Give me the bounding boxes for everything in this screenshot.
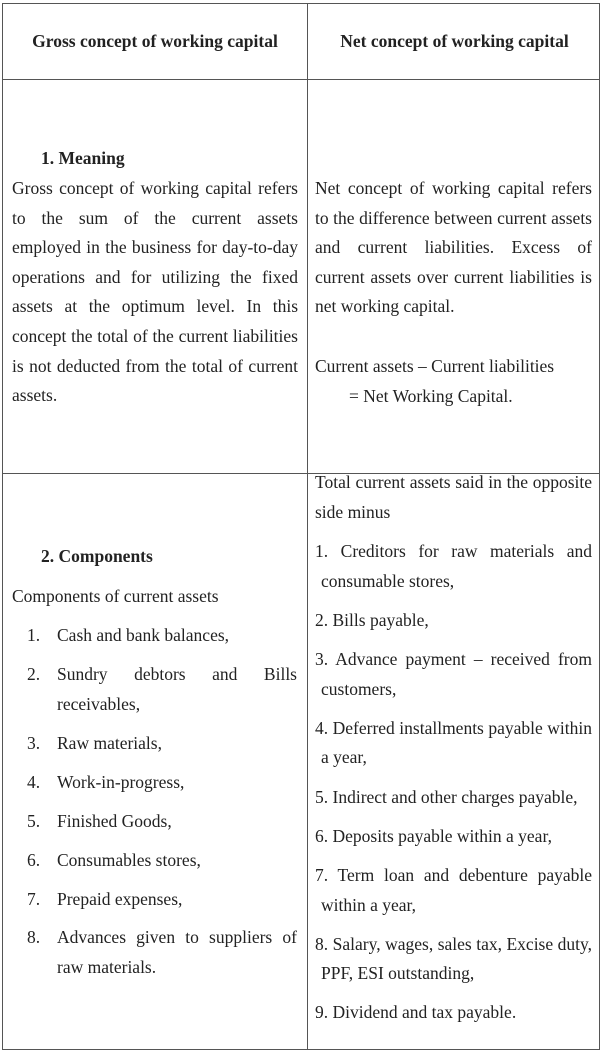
header-gross-concept: Gross concept of working capital <box>32 31 278 51</box>
list-item: 2. Bills payable, <box>315 609 429 630</box>
list-item: 3. Raw materials, <box>27 732 162 753</box>
list-item: 9. Dividend and tax payable. <box>315 1002 517 1023</box>
list-item: 4. Deferred installments payable within a year, <box>315 717 592 768</box>
list-item: 1. Creditors for raw materials and consumable stores, <box>315 541 592 591</box>
list-item: 3. Advance payment – received from customers, <box>315 648 592 699</box>
list-item: 5. Finished Goods, <box>27 810 172 831</box>
meaning-formula-line1: Current assets – Current liabilities <box>315 356 555 376</box>
list-item: 4. Work-in-progress, <box>27 771 185 792</box>
list-item: 8. Salary, wages, sales tax, Excise duty, PPF, ESI outstanding, <box>315 933 592 984</box>
meaning-formula-line2: = Net Working Capital. <box>349 386 513 406</box>
list-item: 8. Advances given to suppliers of raw materials. <box>27 927 297 978</box>
comparison-table <box>2 3 600 1050</box>
components-net-intro: Total current assets said in the opposite side minus <box>315 472 592 522</box>
meaning-gross-text: Gross concept of working capital refers to the sum of the current assets employed in the business for day-to-day operations and for utilizing the fixed assets at the optimum level. In this concept the total of the current liabilities is not deducted from the total of current assets. <box>12 178 298 406</box>
list-item: 6. Deposits payable within a year, <box>315 825 552 846</box>
list-item: 7. Term loan and debenture payable within a year, <box>315 864 592 915</box>
list-item: 6. Consumables stores, <box>27 849 201 870</box>
current-assets-list <box>27 621 297 992</box>
list-item: 2. Sundry debtors and Bills receivables, <box>27 663 297 714</box>
section-title-meaning: 1. Meaning <box>41 148 125 168</box>
column-divider <box>307 4 308 1049</box>
current-liabilities-list <box>315 537 592 1038</box>
section-title-components: 2. Components <box>41 546 153 566</box>
list-item: 5. Indirect and other charges payable, <box>315 786 578 807</box>
list-item: 1. Cash and bank balances, <box>27 625 230 645</box>
header-net-concept: Net concept of working capital <box>340 31 569 51</box>
meaning-net-text: Net concept of working capital refers to the difference between current assets and current liabilities. Excess of current assets over current liabilities is net working capital. <box>315 178 592 317</box>
components-gross-intro: Components of current assets <box>12 586 219 606</box>
row-divider-header <box>3 79 599 80</box>
list-item: 7. Prepaid expenses, <box>27 888 183 909</box>
